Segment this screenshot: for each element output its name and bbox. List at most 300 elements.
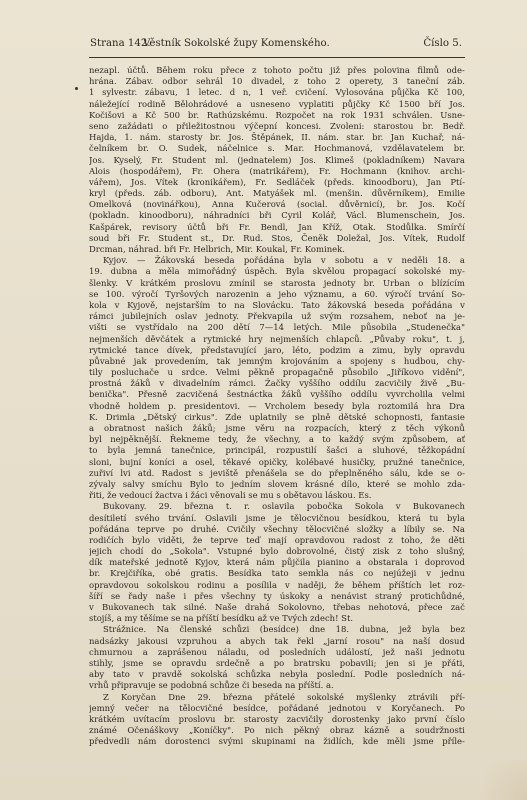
word: br. [453, 143, 465, 154]
word: z [388, 534, 393, 545]
text-line [89, 457, 465, 468]
word: který [359, 423, 382, 433]
word: smíchu [151, 478, 183, 489]
word: na [284, 423, 296, 433]
word: Podle [364, 669, 388, 680]
word: slušný, [436, 546, 465, 557]
running-header [90, 38, 462, 52]
word: propagačně [282, 367, 334, 378]
word: výkonů [434, 423, 465, 433]
word: Jos. [449, 210, 465, 221]
word: Jos. [89, 154, 105, 165]
word: cirkus". [184, 411, 218, 422]
word: ať [456, 434, 465, 445]
word: vyplatiti [298, 98, 334, 109]
word: nezapl. [89, 65, 120, 75]
word: Kč [145, 109, 157, 120]
word: Během [156, 65, 186, 75]
word: trvání. [168, 512, 197, 523]
text-line [89, 602, 465, 613]
word: přes [347, 65, 367, 75]
word: tanečnice, [420, 456, 465, 467]
word: jednotu [432, 646, 465, 657]
word: dosud [439, 635, 465, 646]
word: z [397, 546, 402, 557]
word: jsme [245, 512, 266, 523]
word: odbor [162, 76, 188, 87]
word: sylvestr. [102, 87, 138, 98]
word: náhradníci [203, 210, 250, 221]
word: již [330, 65, 341, 75]
word: Velmi [216, 367, 240, 378]
margin-dot [75, 87, 78, 90]
word: žáků; [192, 423, 216, 433]
word: br. [363, 277, 375, 288]
word: půjčka [391, 87, 420, 98]
word: tedy, [218, 434, 239, 445]
word: a [89, 423, 95, 433]
word: záb. [153, 188, 172, 199]
word: s [391, 355, 396, 366]
word: Tyršových [165, 288, 209, 299]
word: proslovu [184, 277, 222, 288]
word: jako [388, 713, 406, 724]
word: Kyjov, [194, 557, 220, 568]
word: toho [409, 546, 429, 557]
word: Bendl, [260, 221, 288, 232]
word: a [132, 109, 138, 120]
word: jejich [89, 546, 113, 557]
text-line [89, 479, 465, 490]
word: atd. [137, 467, 155, 478]
word: Očenáškovy [127, 725, 179, 736]
text-line [89, 266, 465, 277]
text-line [89, 669, 465, 680]
word: II. [301, 132, 311, 143]
text-line [89, 692, 465, 703]
word: zábavu, [144, 87, 178, 98]
word: beseda [204, 255, 235, 266]
word: Besídka [227, 568, 262, 579]
word: o [418, 277, 424, 288]
word: starosty [243, 713, 279, 724]
word: fantasie [430, 411, 465, 422]
text-line [89, 513, 465, 524]
word: podzim [319, 344, 351, 355]
word: krásné [305, 478, 334, 489]
text-line [89, 389, 465, 400]
word: teď [246, 534, 261, 545]
word: krojováním [280, 355, 329, 366]
text-line [89, 65, 465, 76]
text-line [89, 121, 465, 132]
word: semkla [298, 568, 329, 579]
word: a [336, 355, 342, 366]
word: naší [412, 635, 431, 646]
word: Student [172, 154, 206, 165]
word: t. [446, 333, 453, 344]
text-line [89, 546, 465, 557]
word: Ant. [226, 188, 244, 199]
word: v [89, 602, 94, 612]
word: dobrovolné, [286, 546, 337, 557]
word: v [426, 568, 432, 579]
word: výročí [131, 288, 158, 299]
text-line [89, 401, 465, 412]
word: Rathúzskému. [206, 109, 268, 120]
word: neboť [402, 311, 427, 322]
text-line [89, 210, 465, 221]
word: všechny [263, 523, 298, 534]
word: Emilie [437, 188, 465, 199]
word: půvabné [89, 355, 126, 366]
word: oddílu [339, 378, 367, 389]
word: je [424, 657, 433, 668]
word: všechny, [264, 434, 301, 445]
word: událostí, [335, 646, 373, 657]
text-line [89, 155, 465, 166]
word: 29. [158, 501, 173, 512]
word: dorostenci [164, 736, 211, 747]
word: vyššího [310, 389, 342, 400]
word: V [126, 277, 133, 288]
text-line [89, 412, 465, 423]
word: dubna, [359, 624, 389, 635]
word: Koryčan [120, 691, 157, 702]
word: Bukovany. [103, 501, 147, 512]
word: jednotou [328, 702, 367, 713]
word: holdem [128, 400, 160, 411]
word: příštích [388, 579, 422, 590]
word: jsme [123, 657, 144, 668]
word: sloni, [89, 456, 112, 467]
word: a [351, 288, 357, 299]
word: a [190, 333, 196, 344]
word: myšlenky [355, 691, 397, 702]
text-line [89, 222, 465, 233]
word: usneseno [250, 98, 291, 109]
word: a [358, 344, 364, 355]
word: děvčátek [145, 333, 184, 344]
word: významu, [304, 288, 345, 299]
word: třebas [332, 602, 361, 612]
word: si [408, 657, 416, 668]
word: úskoky [279, 590, 310, 601]
word: Doležal, [336, 232, 372, 243]
word: spojeny [350, 355, 383, 366]
word: obé [165, 568, 181, 579]
word: mohlo [413, 478, 440, 489]
word: o- [457, 467, 465, 478]
word: Tato [301, 299, 320, 310]
word: Fr. [191, 165, 204, 176]
word: Kříž, [322, 221, 343, 232]
word: nadsázky [89, 635, 129, 646]
text-line [89, 658, 465, 669]
word: Byla [285, 266, 305, 277]
word: Vstupné [217, 546, 253, 557]
word: se. [432, 523, 445, 534]
word: vzpruhou [176, 635, 217, 646]
word: „Půvaby [369, 333, 406, 344]
word: osel, [195, 456, 215, 467]
word: narozenin [216, 288, 259, 299]
word: blízícím [431, 277, 465, 288]
word: 1500 [398, 98, 421, 109]
word: kinoodboru), [363, 176, 419, 187]
word: nejstarším [165, 299, 211, 310]
word: bez [450, 624, 465, 635]
word: Sokola [354, 501, 384, 512]
word: sokolskou [147, 579, 190, 590]
word: rodičích [89, 534, 124, 545]
word: teprve [210, 534, 239, 545]
word: Dra [449, 400, 465, 411]
text-line [89, 177, 465, 188]
word: šašci [326, 445, 348, 456]
word: stojíš, a my těšíme se na příští besídku až ve Tvých zdech! St. [89, 613, 354, 624]
word: Vítek [155, 176, 178, 187]
word: tělocvičnou [290, 512, 340, 523]
word: rozpustilí [276, 445, 317, 456]
word: Vylosována [335, 87, 384, 98]
word: výročí [385, 288, 412, 299]
word: rytmické [203, 333, 242, 344]
word: bři [259, 210, 272, 221]
word: slovem [267, 478, 298, 489]
word: provedením, [154, 355, 209, 366]
word: a [357, 445, 363, 456]
word: „Koníčky". [188, 725, 234, 736]
word: silné. [184, 602, 207, 612]
word: proslovu [178, 713, 216, 724]
word: byla [107, 445, 126, 456]
word: br. [137, 143, 149, 154]
word: operety, [349, 76, 384, 87]
word: zacvičily [374, 378, 412, 389]
text-line [89, 647, 465, 658]
word: byl [89, 434, 102, 445]
word: členské [179, 624, 212, 635]
word: do [151, 546, 162, 557]
word: z [252, 65, 257, 75]
word: zacvičená [176, 389, 219, 400]
word: Čeněk [301, 232, 329, 243]
word: Sokolovno, [278, 602, 325, 612]
word: jsme [225, 423, 246, 433]
text-line [89, 143, 465, 154]
word: veř. [271, 87, 288, 98]
word: bří [428, 98, 441, 109]
word: přece [220, 65, 245, 75]
word: naše [155, 590, 176, 601]
word: rok [341, 109, 356, 120]
word: abych [240, 635, 266, 646]
word: Po [454, 702, 465, 713]
word: náladu, [217, 646, 249, 657]
word: trvání [418, 288, 444, 299]
word: drahá [244, 602, 270, 612]
word: Jos. [379, 232, 395, 243]
word: Kašpárek, [89, 221, 132, 232]
word: tělocvičné [305, 523, 350, 534]
word: Ptí- [450, 176, 465, 187]
word: beseda [374, 299, 405, 310]
word: měla [158, 266, 180, 277]
word: že [192, 534, 203, 545]
word: byla [293, 255, 312, 266]
word: pořádána [411, 299, 453, 310]
word: jemná [135, 445, 162, 456]
word: března [184, 501, 214, 512]
text-line [89, 490, 465, 501]
word: večer [124, 702, 149, 713]
word: Zvoleni: [330, 120, 365, 131]
word: Jan [298, 221, 313, 232]
text-line [89, 367, 465, 378]
word: (social. [297, 199, 328, 210]
word: hry [248, 333, 263, 344]
word: šestnáctka [226, 389, 273, 400]
word: sobotu [335, 255, 364, 266]
word: Kč [378, 98, 390, 109]
word: Bukovanech [101, 602, 155, 612]
word: divadel, [251, 76, 285, 87]
word: Kyjov. [103, 255, 128, 266]
word: Oslavili [205, 512, 237, 523]
word: pěkně [248, 367, 275, 378]
word: Kuchař, [411, 132, 445, 143]
word: dne [309, 624, 326, 635]
word: jednoty [323, 277, 356, 288]
word: líbily [403, 523, 425, 534]
word: nejmenších [89, 333, 138, 344]
word: opravdu [171, 657, 207, 668]
word: i [183, 590, 187, 601]
word: Kolář, [311, 210, 337, 221]
word: 1 [89, 87, 95, 98]
word: 3 [392, 76, 398, 87]
word: tance [135, 344, 159, 355]
word: tak [274, 635, 289, 646]
text-line [89, 199, 465, 210]
word: Usne- [440, 109, 465, 120]
word: 200 [207, 322, 224, 333]
word: (matrikářem), [249, 165, 310, 176]
word: zač [450, 602, 465, 612]
word: tělocvičné [179, 702, 223, 713]
text-line [89, 300, 465, 311]
word: Urban [383, 277, 411, 288]
word: děti [448, 534, 465, 545]
text-line [89, 725, 465, 736]
word: naši [404, 646, 423, 657]
word: důvěrnicí), [339, 199, 386, 210]
word: čistý [344, 546, 365, 557]
word: pianino [317, 557, 350, 568]
word: presidentovi. [184, 400, 241, 411]
word: 2 [335, 76, 341, 87]
word: uvítacím [133, 713, 171, 724]
word: a [399, 725, 405, 736]
word: se [116, 322, 126, 333]
word: pobočka [306, 501, 343, 512]
text-line [89, 345, 465, 356]
word: pravdě [152, 669, 182, 680]
text-line [89, 311, 465, 322]
word: těch [405, 423, 425, 433]
word: od [258, 646, 270, 657]
word: Václ. [346, 210, 367, 221]
word: sluhové, [372, 445, 408, 456]
word: pořádána [89, 523, 130, 534]
word: obratnost [103, 423, 146, 433]
word: živě [420, 378, 438, 389]
word: st., [200, 232, 214, 243]
word: Stodůlka. [386, 221, 427, 232]
word: v [284, 579, 290, 590]
word: br. [89, 568, 101, 579]
word: Hajda, [89, 132, 118, 143]
word: br. [422, 120, 434, 131]
word: kolébavé [295, 456, 334, 467]
word: příle- [442, 736, 465, 747]
word: 500 [163, 109, 181, 120]
word: 60. [364, 288, 378, 299]
issue-number: Číslo 5. [423, 38, 462, 49]
word: Vítek, [403, 232, 429, 243]
text-line [89, 166, 465, 177]
text-line [89, 278, 465, 289]
word: Zde [225, 411, 242, 422]
word: řekl [297, 635, 314, 646]
word: nebyla [279, 669, 308, 680]
word: my- [449, 266, 465, 277]
word: Překvapila [247, 311, 293, 322]
word: 1. [124, 132, 133, 143]
word: rodině [137, 98, 166, 109]
word: Smírčí [436, 221, 465, 232]
word: věru [255, 423, 275, 433]
word: Sudek, [177, 143, 208, 154]
word: jež [382, 646, 395, 657]
word: tak [162, 602, 176, 612]
word: ná- [451, 132, 465, 143]
text-line [89, 613, 465, 624]
word: měli [386, 736, 406, 747]
header-rule [89, 57, 465, 58]
word: chmurnou [89, 646, 133, 657]
word: mají [268, 534, 287, 545]
word: 100, [446, 87, 465, 98]
word: nejúžeji [383, 568, 417, 579]
word: zimu, [372, 344, 396, 355]
text-line [89, 87, 465, 98]
word: obraz [329, 725, 354, 736]
word: přátelé [264, 691, 296, 702]
word: Jos. [131, 176, 147, 187]
word: byla [446, 512, 465, 523]
word: „jarní [323, 635, 348, 646]
text-line [89, 445, 465, 456]
word: v [460, 299, 465, 310]
word: Bedř. [442, 120, 465, 131]
word: (pokladn. [89, 210, 130, 221]
word: Štěpánek, [251, 132, 294, 143]
word: těžkopádní [417, 445, 465, 456]
word: zaprášenou [157, 646, 208, 657]
word: se [294, 411, 305, 422]
